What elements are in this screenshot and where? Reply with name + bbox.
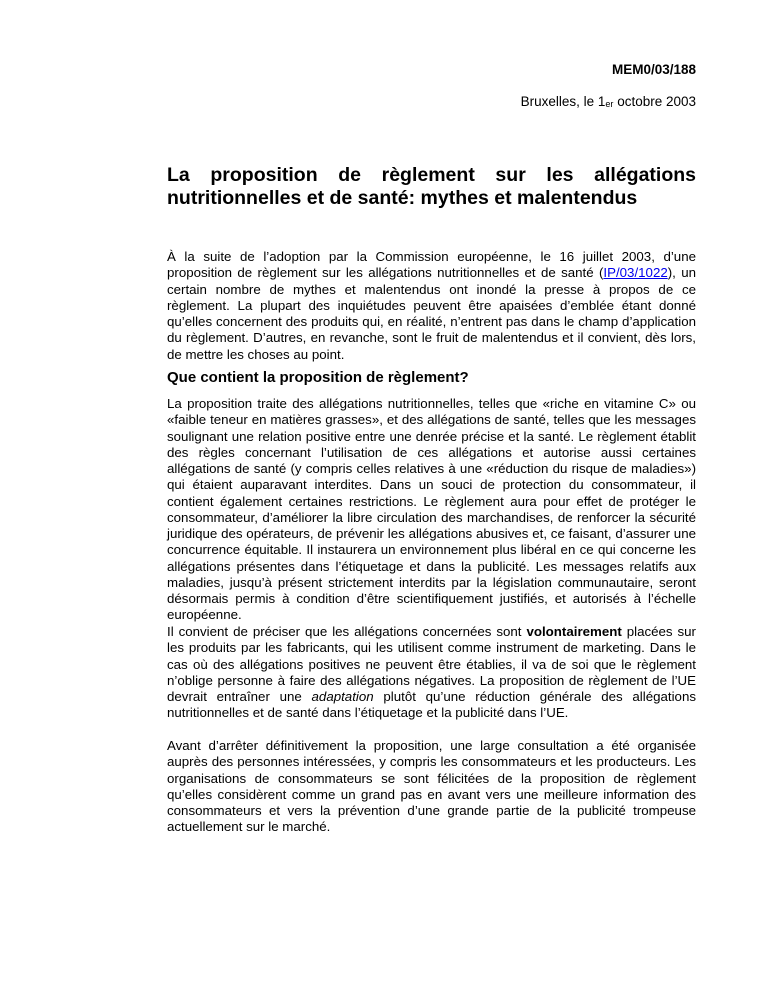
document-title: La proposition de règlement sur les allégations nutritionnelles et de santé: mythes et malentendus <box>167 164 696 209</box>
p2-bold-word: volontairement <box>526 624 622 639</box>
section-paragraph-2 <box>167 624 696 722</box>
p2-text-a: Il convient de préciser que les allégations concernées sont <box>167 624 527 639</box>
p2-italic-word: adaptation <box>311 689 374 704</box>
document-reference: MEM0/03/188 <box>611 62 696 77</box>
intro-text-start: À la suite de l’adoption par la Commission européenne, le 16 juillet 2003, d’une proposition de règlement sur les allégations nutritionnelles et de santé ( <box>167 249 696 281</box>
p2-text-b: placées sur les produits par les fabricants, qui les utilisent comme instrument de marketing. Dans le cas où des allégations positives ne peuvent être établies, il va de soi que le règlement n’oblige personne à faire des allégations négatives. La proposition de règlement de l’UE devrait entraîner une <box>167 624 696 704</box>
date-prefix: Bruxelles, le 1 <box>520 94 606 109</box>
document-date <box>521 94 696 109</box>
date-suffix: octobre 2003 <box>613 94 696 109</box>
section-heading: Que contient la proposition de règlement? <box>167 369 469 386</box>
intro-text-end: ), un certain nombre de mythes et malentendus ont inondé la presse à propos de ce règlement. La plupart des inquiétudes peuvent être apaisées d’emblée étant donné qu’elles concernent des produits qui, en réalité, n’entrent pas dans le champ d’application du règlement. D’autres, en revanche, sont le fruit de malentendus et il convient, dès lors, de mettre les choses au point. <box>167 265 696 362</box>
intro-paragraph <box>167 249 696 363</box>
section-paragraph-1: La proposition traite des allégations nutritionnelles, telles que «riche en vitamine C» ou «faible teneur en matières grasses», et des allégations de santé, telles que les messages soulignant une relation positive entre une denrée précise et la santé. Le règlement établit des règles concernant l’utilisation de ces allégations et autorise aussi certaines allégations de santé (y compris celles relatives à une «réduction du risque de maladies») qui étaient auparavant interdites. Dans un souci de protection du consommateur, il contient également certaines restrictions. Le règlement aura pour effet de protéger le consommateur, d’améliorer la libre circulation des marchandises, de renforcer la sécurité juridique des opérateurs, de prévenir les allégations abusives et, ce faisant, d’assurer une concurrence équitable. Il instaurera un environnement plus libéral en ce qui concerne les allégations présentes dans l’étiquetage et dans la publicité. Les messages relatifs aux maladies, jusqu’à présent strictement interdits par la législation communautaire, seront désormais permis à condition d’être scientifiquement justifiés, et autorisés à l’échelle européenne. <box>167 396 696 623</box>
press-release-link[interactable]: IP/03/1022 <box>603 265 668 281</box>
date-ordinal: er <box>605 99 614 109</box>
section-paragraph-3: Avant d’arrêter définitivement la proposition, une large consultation a été organisée auprès des personnes intéressées, y compris les consommateurs et les producteurs. Les organisations de consommateurs se sont félicitées de la proposition de règlement qu’elles considèrent comme un grand pas en avant vers une meilleure information des consommateurs et vers la prévention d’une grande partie de la publicité trompeuse actuellement sur le marché. <box>167 738 696 835</box>
p2-text-c: plutôt qu’une réduction générale des allégations nutritionnelles et de santé dans l’étiquetage et la publicité dans l’UE. <box>167 689 696 721</box>
